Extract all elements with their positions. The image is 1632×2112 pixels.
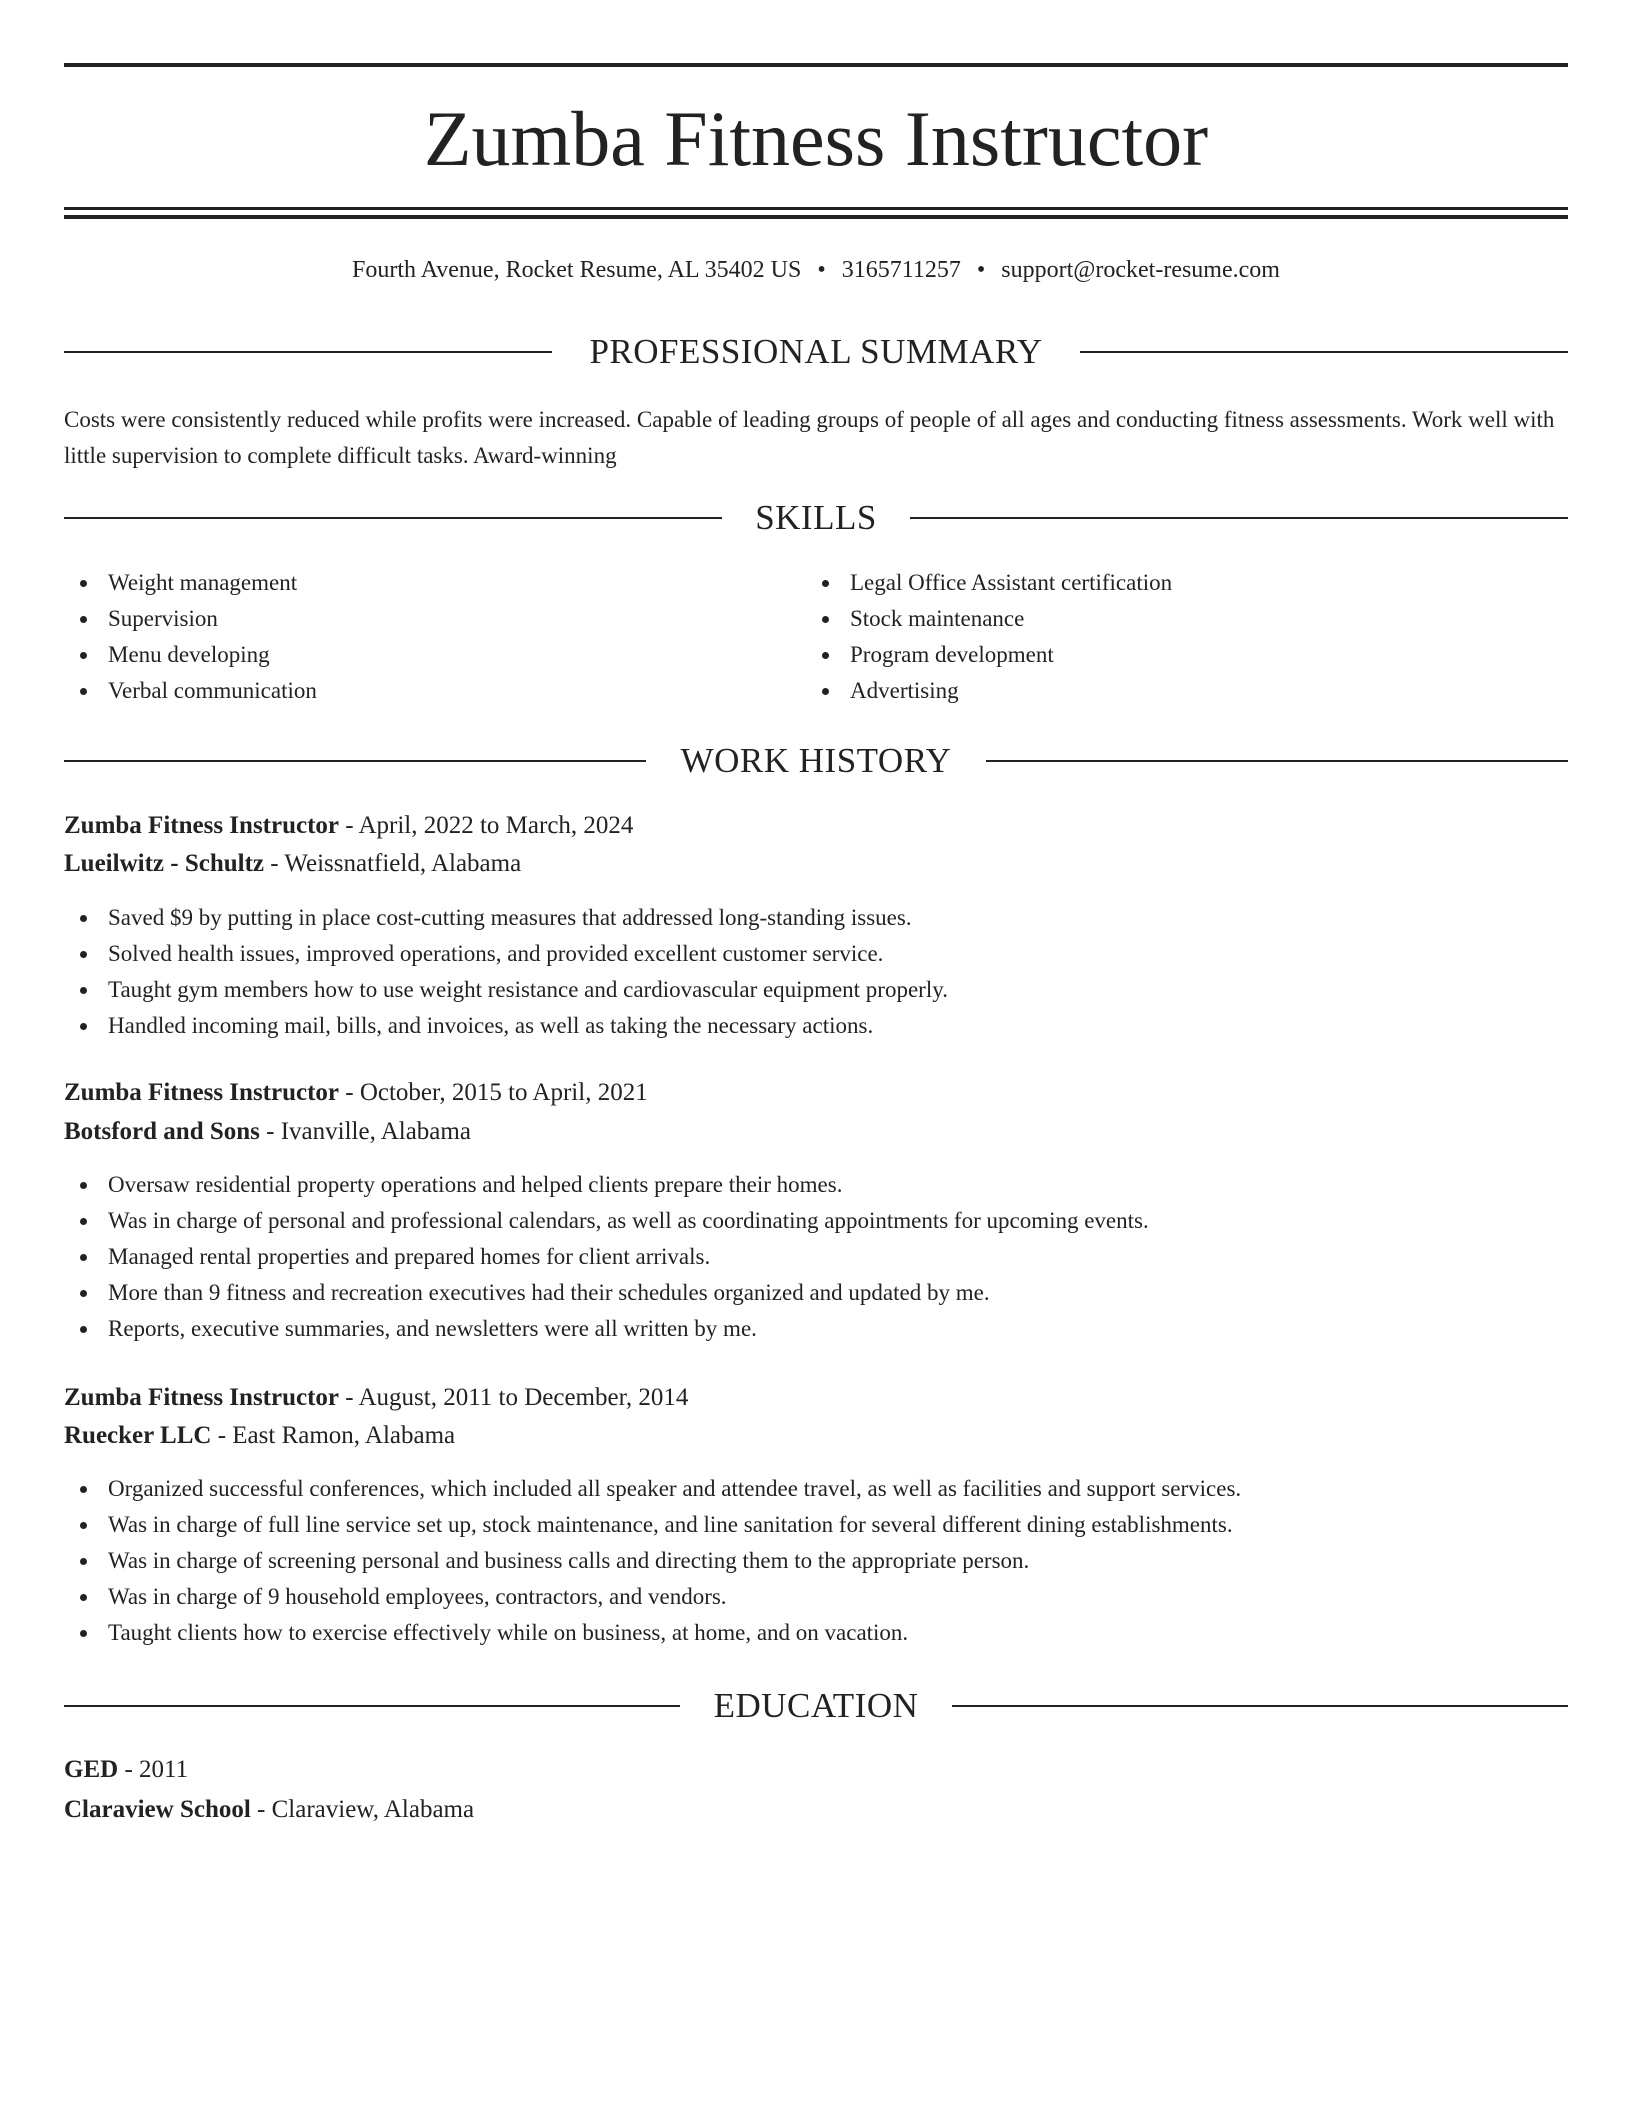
job-bullet: Was in charge of full line service set up, stock maintenance, and line sanitation for several different dining establishments. [64,1507,1241,1543]
contact-separator: • [976,257,986,283]
section-header-summary [64,332,1568,372]
education-school-line [64,1792,474,1828]
job-company-line [64,1114,471,1150]
header-top-rule [64,63,1568,67]
section-header-skills [64,498,1568,538]
job-location: - Weissnatfield, Alabama [264,850,522,877]
education-degree-line [64,1752,188,1788]
bullet-icon [822,652,829,659]
job-company: Lueilwitz - Schultz [64,850,264,877]
skill-item: Verbal communication [64,673,317,709]
job-dates: - October, 2015 to April, 2021 [339,1079,648,1106]
bullet-icon [80,1522,87,1529]
skill-item: Advertising [806,673,1172,709]
section-rule-right [986,760,1568,762]
job-title-line [64,1075,648,1111]
bullet-icon [80,1326,87,1333]
job-title: Zumba Fitness Instructor [64,812,340,839]
bullet-icon [80,1558,87,1565]
skill-item: Stock maintenance [806,601,1172,637]
bullet-icon [80,1594,87,1601]
header-bottom-rule-1 [64,207,1568,210]
job-bullet: Organized successful conferences, which included all speaker and attendee travel, as well as facilities and support services. [64,1471,1241,1507]
section-rule-right [952,1705,1568,1707]
contact-line [64,254,1568,286]
section-title: PROFESSIONAL SUMMARY [589,332,1043,371]
job-bullet: Taught gym members how to use weight resistance and cardiovascular equipment properly. [64,972,948,1008]
job-bullets [64,1471,1241,1651]
section-rule-right [1080,351,1568,353]
bullet-icon [80,915,87,922]
summary-text: Costs were consistently reduced while profits were increased. Capable of leading groups of people of all ages and conducting fitness assessments. Work well with little supervision to complete difficult tasks. Award-winning [64,407,1555,468]
header-bottom-rule-2 [64,215,1568,219]
skill-item: Weight management [64,565,317,601]
bullet-icon [80,652,87,659]
section-title: EDUCATION [713,1686,919,1725]
bullet-icon [80,1254,87,1261]
bullet-icon [80,616,87,623]
skills-list-right [806,565,1172,709]
job-company: Botsford and Sons [64,1118,260,1145]
job-title-line [64,1380,688,1416]
bullet-icon [80,1218,87,1225]
job-bullet: Was in charge of personal and professional calendars, as well as coordinating appointments for upcoming events. [64,1203,1149,1239]
section-title: SKILLS [755,498,877,537]
job-bullet: More than 9 fitness and recreation executives had their schedules organized and updated by me. [64,1275,1149,1311]
job-title: Zumba Fitness Instructor [64,1384,340,1411]
contact-email: support@rocket-resume.com [1001,257,1280,283]
bullet-icon [80,987,87,994]
job-title-line [64,808,633,844]
skills-list-left [64,565,317,709]
job-bullet: Solved health issues, improved operations, and provided excellent customer service. [64,936,948,972]
job-bullet: Oversaw residential property operations and helped clients prepare their homes. [64,1167,1149,1203]
job-location: - East Ramon, Alabama [211,1422,456,1449]
bullet-icon [822,688,829,695]
bullet-icon [80,688,87,695]
bullet-icon [80,1486,87,1493]
section-header-education [64,1686,1568,1726]
bullet-icon [80,1023,87,1030]
job-dates: - April, 2022 to March, 2024 [339,812,634,839]
skill-item: Supervision [64,601,317,637]
job-bullet: Managed rental properties and prepared homes for client arrivals. [64,1239,1149,1275]
contact-phone: 3165711257 [841,257,961,283]
job-bullet: Handled incoming mail, bills, and invoices, as well as taking the necessary actions. [64,1008,948,1044]
job-location: - Ivanville, Alabama [259,1118,471,1145]
contact-separator: • [817,257,826,283]
contact-address: Fourth Avenue, Rocket Resume, AL 35402 US [352,257,802,283]
job-bullet: Reports, executive summaries, and newsletters were all written by me. [64,1311,1149,1347]
job-title: Zumba Fitness Instructor [64,1079,340,1106]
bullet-icon [822,580,829,587]
job-bullet: Was in charge of 9 household employees, contractors, and vendors. [64,1579,1241,1615]
job-company-line [64,1418,455,1454]
bullet-icon [80,580,87,587]
job-bullets [64,900,948,1044]
job-company: Ruecker LLC [64,1422,212,1449]
bullet-icon [822,616,829,623]
skill-item: Menu developing [64,637,317,673]
job-bullet: Saved $9 by putting in place cost-cutting measures that addressed long-standing issues. [64,900,948,936]
job-company-line [64,846,521,882]
bullet-icon [80,1630,87,1637]
bullet-icon [80,951,87,958]
resume-name: Zumba Fitness Instructor [423,95,1209,182]
section-title: WORK HISTORY [680,741,952,780]
section-header-work [64,741,1568,781]
education-school: Claraview School [64,1796,251,1823]
job-dates: - August, 2011 to December, 2014 [339,1384,689,1411]
skill-item: Legal Office Assistant certification [806,565,1172,601]
education-location: - Claraview, Alabama [250,1796,475,1823]
job-bullet: Taught clients how to exercise effectively while on business, at home, and on vacation. [64,1615,1241,1651]
job-bullet: Was in charge of screening personal and business calls and directing them to the appropriate person. [64,1543,1241,1579]
education-year: - 2011 [118,1756,189,1783]
section-rule-right [910,517,1568,519]
bullet-icon [80,1290,87,1297]
education-degree: GED [64,1756,119,1783]
bullet-icon [80,1182,87,1189]
skill-item: Program development [806,637,1172,673]
job-bullets [64,1167,1149,1347]
